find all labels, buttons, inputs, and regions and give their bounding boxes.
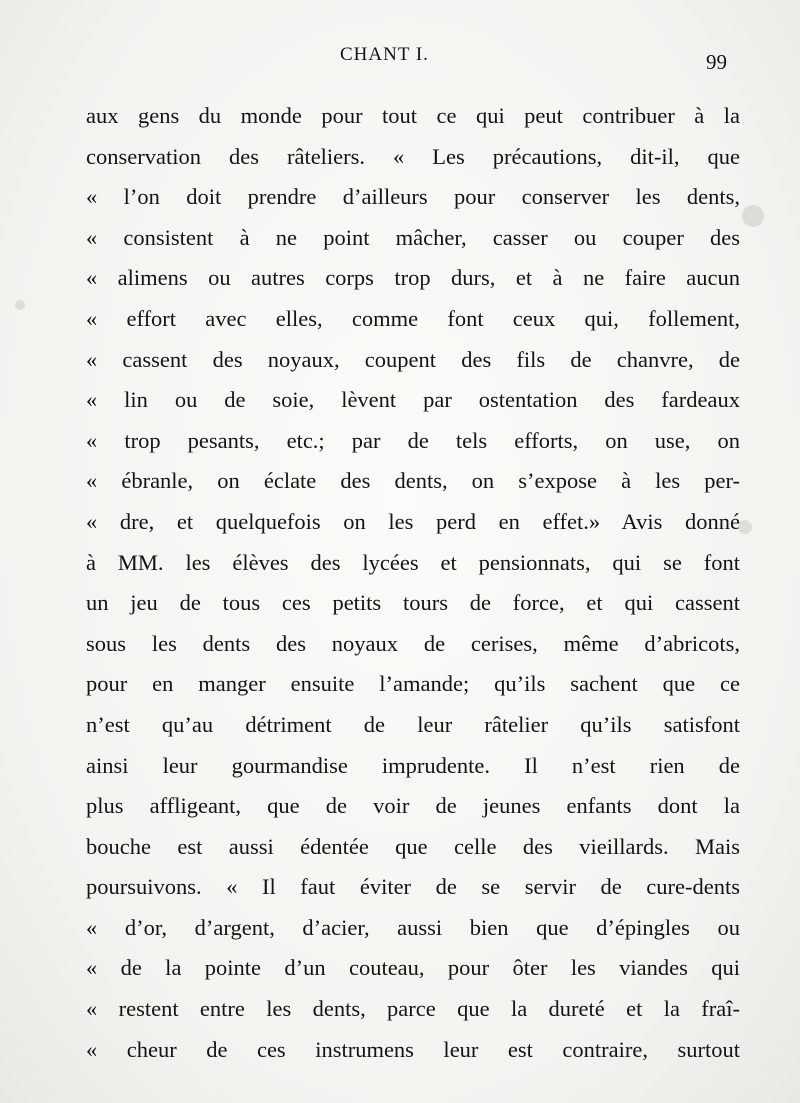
text-line: « l’on doit prendre d’ailleurs pour conserver les dents, (86, 184, 740, 210)
page-number: 99 (706, 50, 727, 74)
text-line: un jeu de tous ces petits tours de force, et qui cassent (86, 590, 740, 616)
text-line: poursuivons. « Il faut éviter de se servir de cure-dents (86, 874, 740, 900)
text-line: « cheur de ces instrumens leur est contraire, surtout (86, 1036, 740, 1062)
text-line: « de la pointe d’un couteau, pour ôter les viandes qui (86, 955, 740, 981)
body-text (86, 96, 740, 1070)
text-line: « d’or, d’argent, d’acier, aussi bien que d’épingles ou (86, 914, 740, 940)
text-line: « ébranle, on éclate des dents, on s’expose à les per- (86, 468, 740, 494)
text-line: ainsi leur gourmandise imprudente. Il n’est rien de (86, 752, 740, 778)
text-line: aux gens du monde pour tout ce qui peut contribuer à la (86, 103, 740, 128)
paper-stain (15, 300, 25, 310)
text-line: plus affligeant, que de voir de jeunes enfants dont la (86, 793, 740, 819)
text-line: sous les dents des noyaux de cerises, même d’abricots, (86, 630, 740, 656)
page-header (0, 34, 800, 84)
text-line: « alimens ou autres corps trop durs, et à ne faire aucun (86, 265, 740, 291)
text-line: pour en manger ensuite l’amande; qu’ils sachent que ce (86, 671, 740, 697)
text-line: « consistent à ne point mâcher, casser ou couper des (86, 224, 740, 250)
text-line: conservation des râteliers. « Les précautions, dit-il, que (86, 143, 740, 169)
text-line: « lin ou de soie, lèvent par ostentation des fardeaux (86, 387, 740, 413)
text-line: « cassent des noyaux, coupent des fils de chanvre, de (86, 346, 740, 372)
text-line: n’est qu’au détriment de leur râtelier qu’ils satisfont (86, 711, 740, 737)
text-line: « restent entre les dents, parce que la dureté et la fraî- (86, 996, 740, 1022)
running-head: CHANT I. (340, 44, 429, 65)
paper-stain (738, 520, 752, 534)
text-line: bouche est aussi édentée que celle des vieillards. Mais (86, 833, 740, 859)
text-line: à MM. les élèves des lycées et pensionnats, qui se font (86, 549, 740, 575)
text-line: « trop pesants, etc.; par de tels efforts, on use, on (86, 427, 740, 453)
paper-stain (742, 205, 764, 227)
text-line: « dre, et quelquefois on les perd en effet.» Avis donné (86, 508, 740, 534)
text-line: « effort avec elles, comme font ceux qui, follement, (86, 305, 740, 331)
